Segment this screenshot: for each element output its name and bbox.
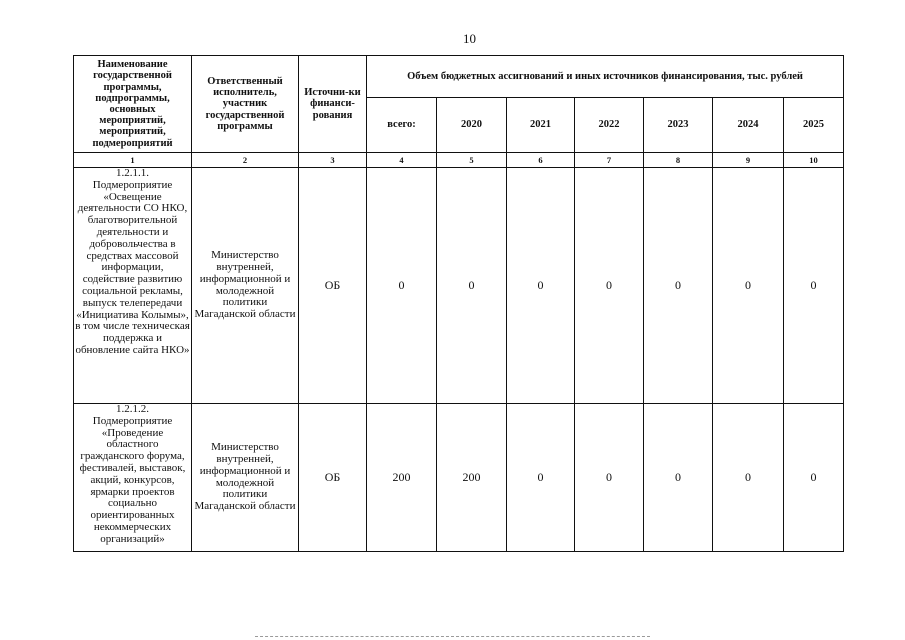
- scan-artifact-line: [255, 636, 650, 638]
- column-number: 5: [437, 153, 507, 168]
- row-value-2025: 0: [784, 404, 844, 552]
- row-value-2021: 0: [507, 168, 575, 404]
- header-executor: Ответственный исполнитель, участник государственной программы: [192, 56, 299, 153]
- column-number: 4: [367, 153, 437, 168]
- column-number: 9: [713, 153, 784, 168]
- row-source: ОБ: [299, 168, 367, 404]
- row-source: ОБ: [299, 404, 367, 552]
- header-year-2023: 2023: [644, 98, 713, 153]
- header-total: всего:: [367, 98, 437, 153]
- column-number: 6: [507, 153, 575, 168]
- row-name: 1.2.1.1. Подмероприятие «Освещение деятельности СО НКО, благотворительной деятельности и добровольчества в средствах массовой информации, содействие развитию социальной рекламы, выпуск телепередачи «Инициатива Колымы», в том числе техническая поддержка и обновление сайта НКО»: [74, 168, 192, 404]
- row-value-2020: 200: [437, 404, 507, 552]
- column-number: 1: [74, 153, 192, 168]
- budget-table: [73, 55, 844, 552]
- column-number: 10: [784, 153, 844, 168]
- row-executor: Министерство внутренней, информационной и молодежной политики Магаданской области: [192, 168, 299, 404]
- header-year-2021: 2021: [507, 98, 575, 153]
- row-value-2023: 0: [644, 404, 713, 552]
- table-row: [74, 404, 844, 552]
- row-value-2021: 0: [507, 404, 575, 552]
- header-year-2024: 2024: [713, 98, 784, 153]
- row-value-2024: 0: [713, 168, 784, 404]
- header-year-2022: 2022: [575, 98, 644, 153]
- column-number: 2: [192, 153, 299, 168]
- header-volume: Объем бюджетных ассигнований и иных источников финансирования, тыс. рублей: [367, 56, 844, 98]
- row-value-2024: 0: [713, 404, 784, 552]
- row-executor: Министерство внутренней, информационной и молодежной политики Магаданской области: [192, 404, 299, 552]
- row-total: 200: [367, 404, 437, 552]
- column-number: 3: [299, 153, 367, 168]
- header-year-2025: 2025: [784, 98, 844, 153]
- row-value-2022: 0: [575, 404, 644, 552]
- table-row: [74, 168, 844, 404]
- page-number: 10: [463, 31, 476, 46]
- row-value-2022: 0: [575, 168, 644, 404]
- row-value-2025: 0: [784, 168, 844, 404]
- row-name: 1.2.1.2. Подмероприятие «Проведение областного гражданского форума, фестивалей, выставок, акций, конкурсов, ярмарки проектов социально ориентированных некоммерческих организаций»: [74, 404, 192, 552]
- column-number: 7: [575, 153, 644, 168]
- header-source: Источни-ки финанси-рования: [299, 56, 367, 153]
- header-name: Наименование государственной программы, подпрограммы, основных мероприятий, мероприятий, подмероприятий: [74, 56, 192, 153]
- row-value-2023: 0: [644, 168, 713, 404]
- row-total: 0: [367, 168, 437, 404]
- column-number: 8: [644, 153, 713, 168]
- column-number-row: [74, 153, 844, 168]
- header-year-2020: 2020: [437, 98, 507, 153]
- row-value-2020: 0: [437, 168, 507, 404]
